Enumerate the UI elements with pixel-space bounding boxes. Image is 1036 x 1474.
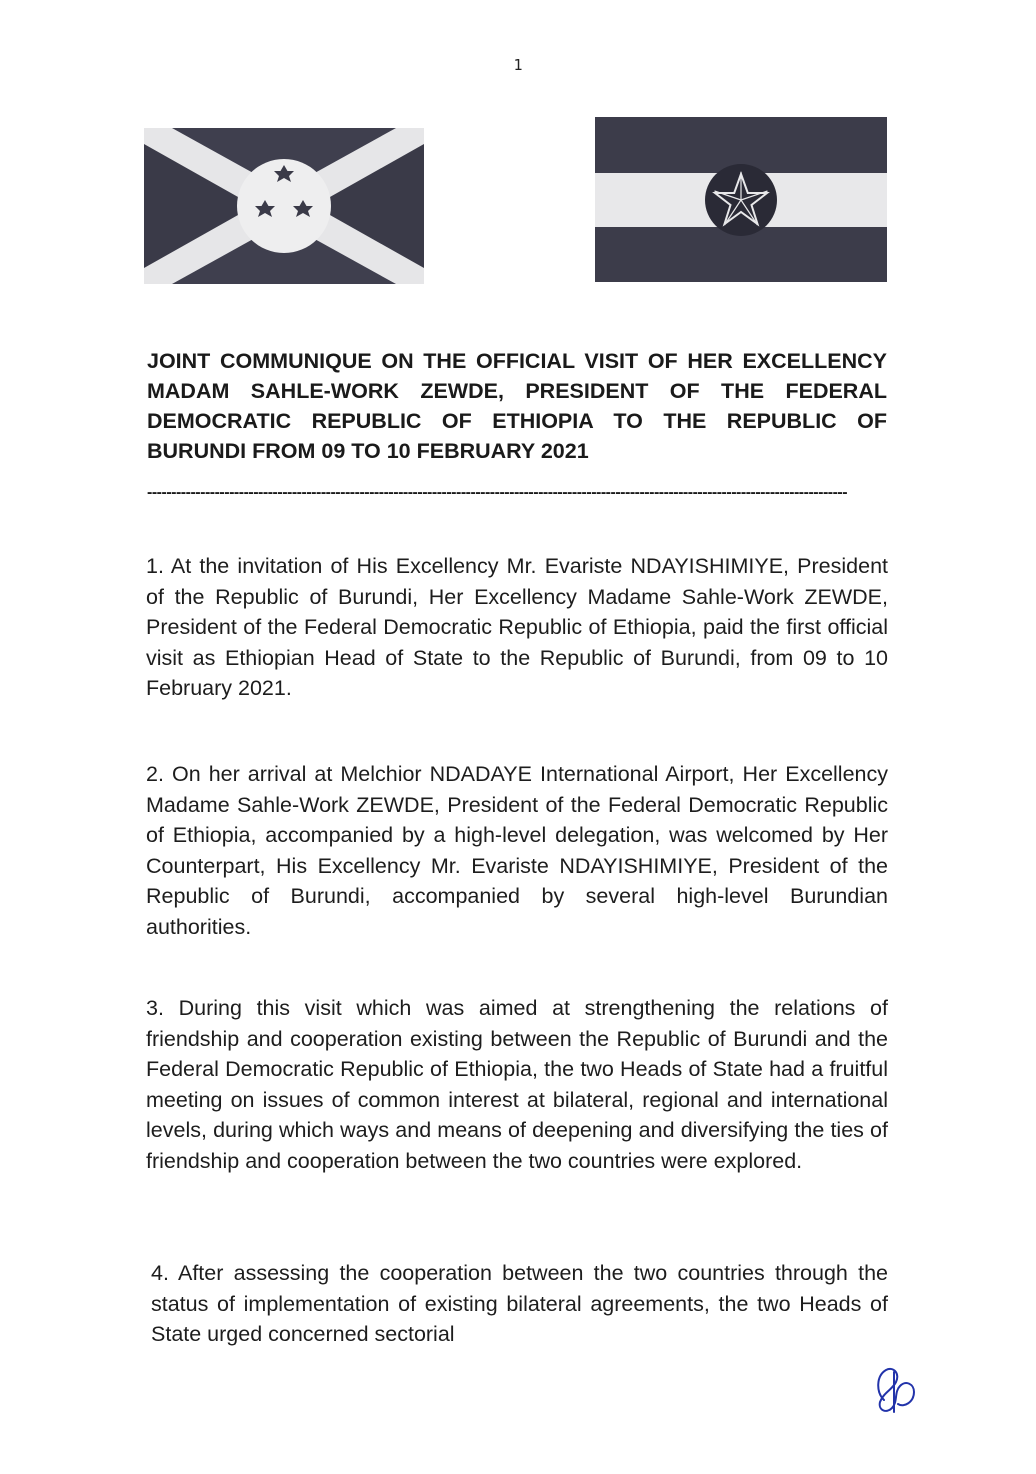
paragraph-3: 3. During this visit which was aimed at strengthening the relations of friendship and cooperation existing between the Republic of Burundi and the Federal Democratic Republic of Ethiopia, the two Heads of State had a fruitful meeting on issues of common interest at bilateral, regional and international levels, during which ways and means of deepening and diversifying the ties of friendship and cooperation between the two countries were explored. [146,996,888,1173]
paragraph-2: 2. On her arrival at Melchior NDADAYE International Airport, Her Excellency Madame Sahle-Work ZEWDE, President of the Federal Democratic Republic of Ethiopia, accompanied by a high-level delegation, was welcomed by Her Counterpart, His Excellency Mr. Evariste NDAYISHIMIYE, President of the Republic of Burundi, accompanied by several high-level Burundian authorities. [146,762,888,939]
ethiopia-flag [595,117,887,282]
page-number: 1 [513,56,523,74]
paragraph-4: 4. After assessing the cooperation between the two countries through the status of implementation of existing bilateral agreements, the two Heads of State urged concerned sectorial [151,1261,888,1346]
title-divider: ------------------------------------------------------------------------------------------------------------------------------------------------- [147,484,848,500]
handwritten-initials [870,1362,926,1418]
document-title: JOINT COMMUNIQUE ON THE OFFICIAL VISIT OF HER EXCELLENCY MADAM SAHLE-WORK ZEWDE, PRESIDENT OF THE FEDERAL DEMOCRATIC REPUBLIC OF ETHIOPIA TO THE REPUBLIC OF BURUNDI FROM 09 TO 10 FEBRUARY 2021 [147,349,887,463]
paragraph-1: 1. At the invitation of His Excellency Mr. Evariste NDAYISHIMIYE, President of the Republic of Burundi, Her Excellency Madame Sahle-Work ZEWDE, President of the Federal Democratic Republic of Ethiopia, paid the first official visit as Ethiopian Head of State to the Republic of Burundi, from 09 to 10 February 2021. [146,554,888,700]
burundi-flag [144,128,424,284]
